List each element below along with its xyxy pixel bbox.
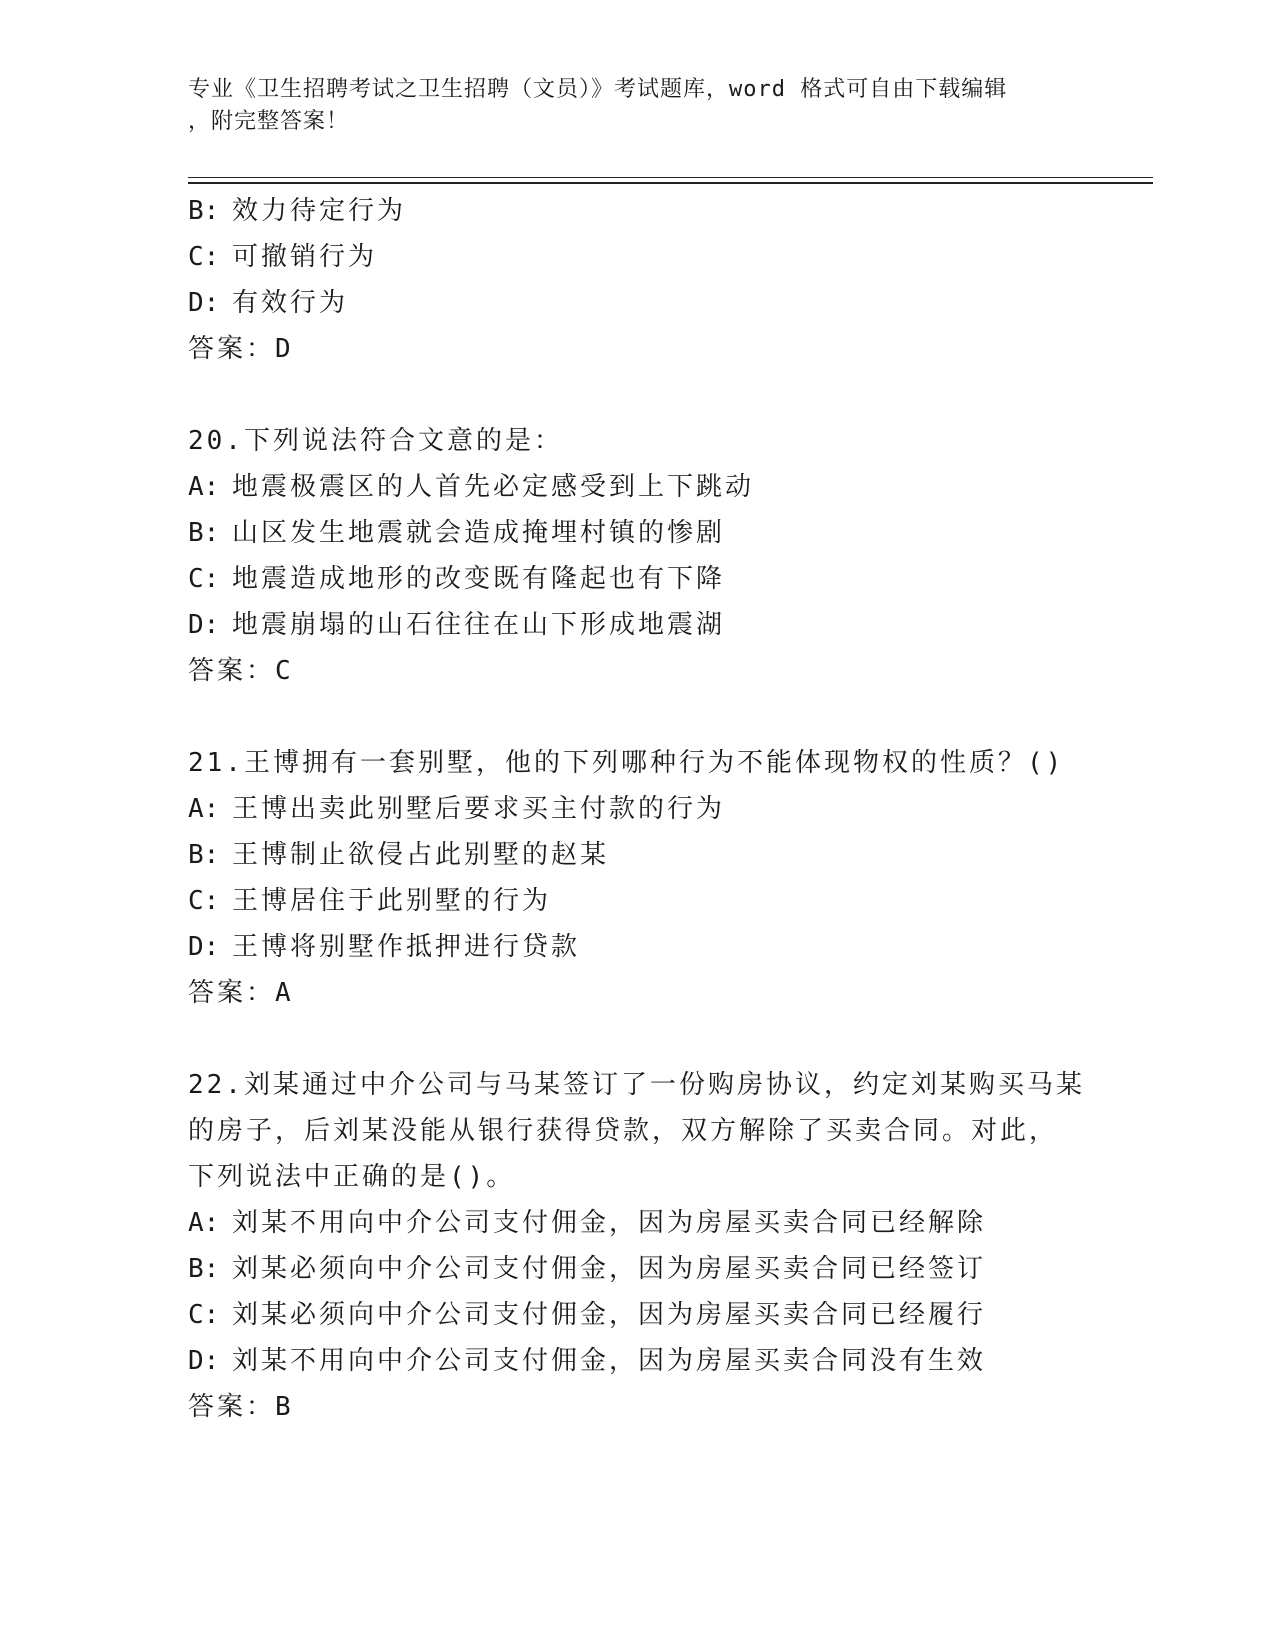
option-b: B: 山区发生地震就会造成掩埋村镇的惨剧	[188, 518, 726, 548]
question-stem: 20.下列说法符合文意的是：	[188, 426, 563, 456]
option-a: A: 刘某不用向中介公司支付佣金，因为房屋买卖合同已经解除	[188, 1208, 987, 1238]
option-d: D: 王博将别墅作抵押进行贷款	[188, 932, 581, 962]
option-d: D: 刘某不用向中介公司支付佣金，因为房屋买卖合同没有生效	[188, 1346, 987, 1376]
header-line-2: ，附完整答案！	[188, 109, 350, 134]
answer-line: 答案：D	[188, 334, 294, 364]
spacer	[188, 694, 1088, 740]
option-b: B: 刘某必须向中介公司支付佣金，因为房屋买卖合同已经签订	[188, 1254, 987, 1284]
answer-line: 答案：A	[188, 978, 294, 1008]
answer-line: 答案：C	[188, 656, 294, 686]
question-stem-line-2: 的房子，后刘某没能从银行获得贷款，双方解除了买卖合同。对此，	[188, 1116, 1059, 1146]
option-c: C: 刘某必须向中介公司支付佣金，因为房屋买卖合同已经履行	[188, 1300, 987, 1330]
option-c: C: 可撤销行为	[188, 242, 378, 272]
question-stem: 21.王博拥有一套别墅，他的下列哪种行为不能体现物权的性质？()	[188, 748, 1065, 778]
option-b: B: 王博制止欲侵占此别墅的赵某	[188, 840, 610, 870]
spacer	[188, 1016, 1088, 1062]
question-stem-line-3: 下列说法中正确的是()。	[188, 1162, 516, 1192]
question-22	[188, 1062, 1088, 1430]
option-b: B: 效力待定行为	[188, 196, 407, 226]
header-divider-thin	[188, 177, 1153, 178]
question-list	[188, 188, 1088, 1430]
header-divider-thick	[188, 182, 1153, 184]
option-c: C: 王博居住于此别墅的行为	[188, 886, 552, 916]
option-a: A: 地震极震区的人首先必定感受到上下跳动	[188, 472, 755, 502]
option-a: A: 王博出卖此别墅后要求买主付款的行为	[188, 794, 726, 824]
question-stem-line-1: 22.刘某通过中介公司与马某签订了一份购房协议，约定刘某购买马某	[188, 1070, 1085, 1100]
option-d: D: 地震崩塌的山石往往在山下形成地震湖	[188, 610, 726, 640]
option-c: C: 地震造成地形的改变既有隆起也有下降	[188, 564, 726, 594]
header-line-1: 专业《卫生招聘考试之卫生招聘（文员）》考试题库，word 格式可自由下载编辑	[188, 77, 1008, 102]
question-partial	[188, 188, 1088, 372]
option-d: D: 有效行为	[188, 288, 349, 318]
question-20	[188, 418, 1088, 694]
answer-line: 答案：B	[188, 1392, 294, 1422]
page-header	[188, 74, 1068, 138]
question-21	[188, 740, 1088, 1016]
spacer	[188, 372, 1088, 418]
